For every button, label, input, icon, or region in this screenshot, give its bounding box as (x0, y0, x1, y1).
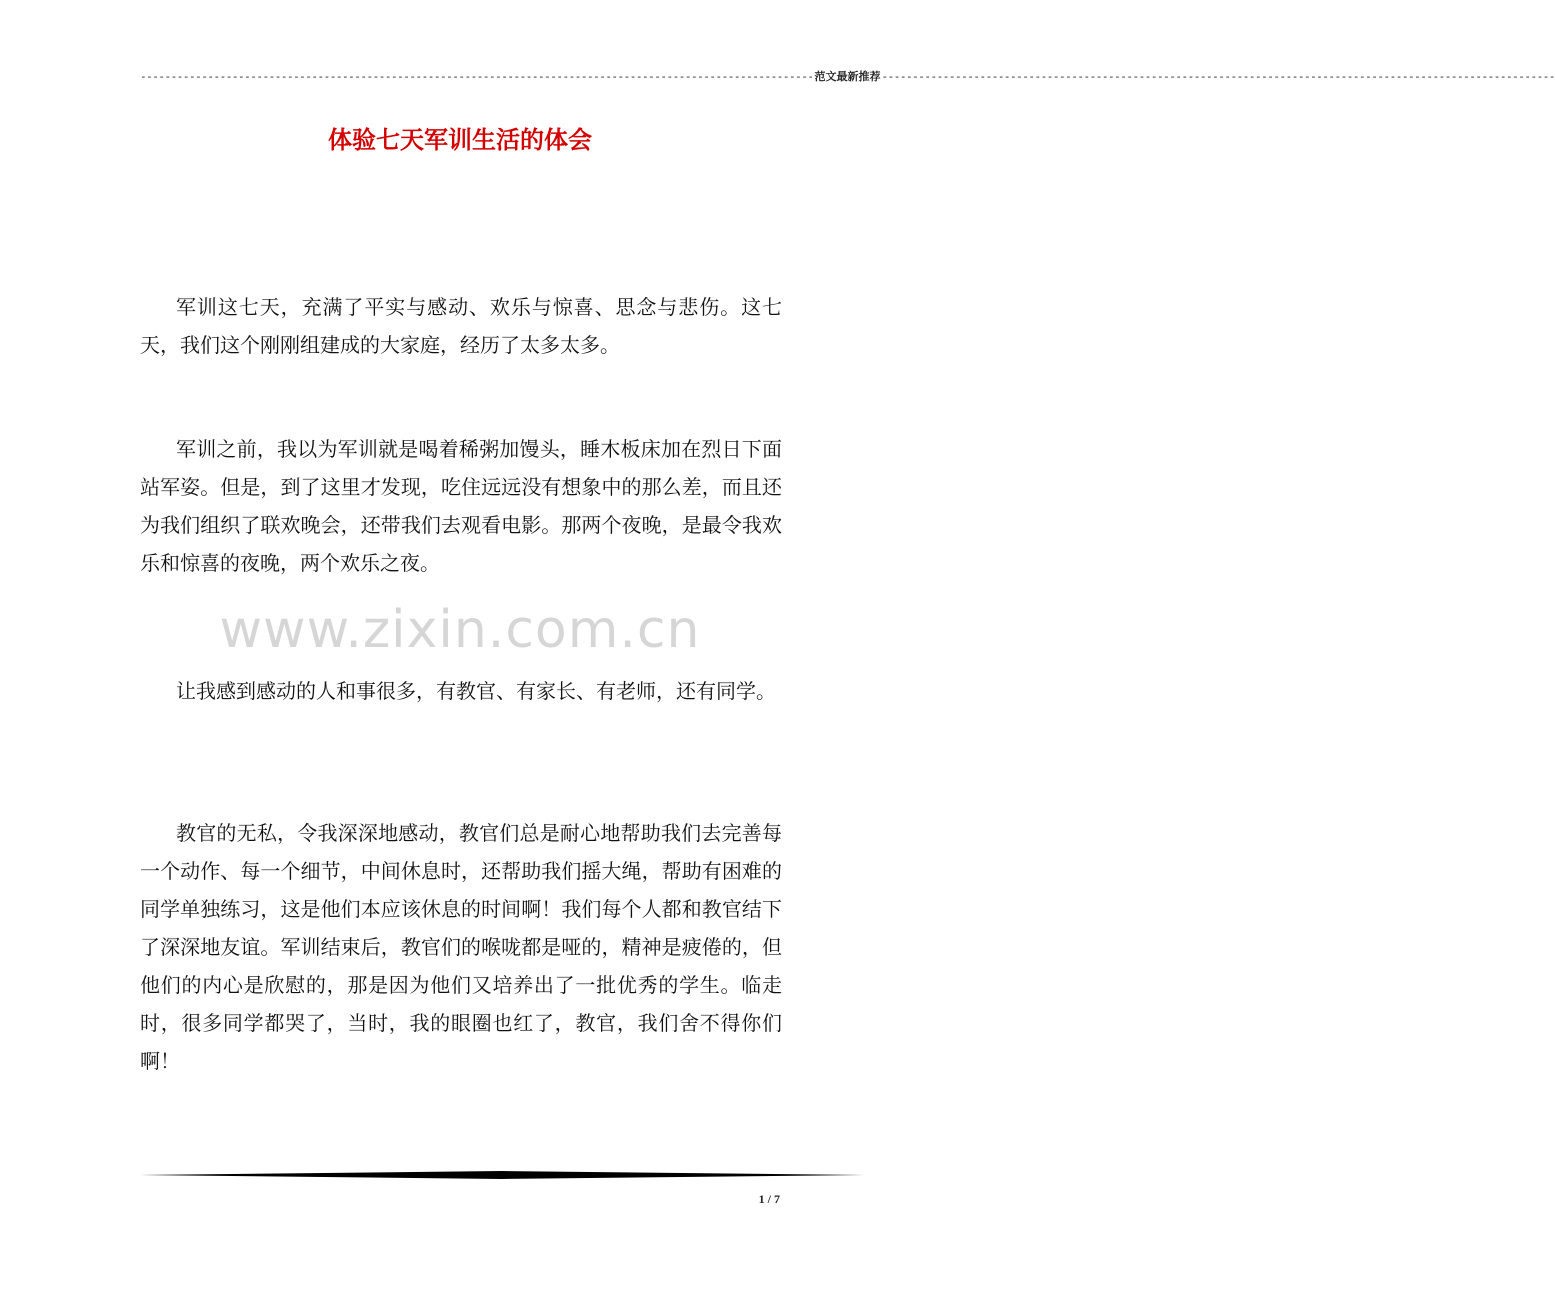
header-dash-left: -------------------------------------------------------------------------------------------------------------- (140, 70, 814, 83)
paragraph-2: 军训之前，我以为军训就是喝着稀粥加馒头，睡木板床加在烈日下面站军姿。但是，到了这里才发现，吃住远远没有想象中的那么差，而且还为我们组织了联欢晚会，还带我们去观看电影。那两个夜晚，是最令我欢乐和惊喜的夜晚，两个欢乐之夜。 (140, 437, 782, 575)
footer-divider (140, 1170, 864, 1180)
header-banner (140, 70, 1555, 84)
header-label: 范文最新推荐 (814, 70, 881, 83)
document-title: 体验七天军训生活的体会 (328, 126, 592, 154)
watermark: www.zixin.com.cn (219, 600, 701, 660)
page-number: 1 / 7 (758, 1192, 780, 1206)
paragraph-1: 军训这七天，充满了平实与感动、欢乐与惊喜、思念与悲伤。这七天，我们这个刚刚组建成的大家庭，经历了太多太多。 (140, 295, 782, 357)
header-dash-right: -------------------------------------------------------------------------------------------------------------- (881, 70, 1555, 83)
footer-divider-shape (140, 1171, 864, 1179)
paragraph-4: 教官的无私，令我深深地感动，教官们总是耐心地帮助我们去完善每一个动作、每一个细节，中间休息时，还帮助我们摇大绳，帮助有困难的同学单独练习，这是他们本应该休息的时间啊！我们每个人都和教官结下了深深地友谊。军训结束后，教官们的喉咙都是哑的，精神是疲倦的，但他们的内心是欣慰的，那是因为他们又培养出了一批优秀的学生。临走时，很多同学都哭了，当时，我的眼圈也红了，教官，我们舍不得你们啊！ (140, 821, 782, 1073)
paragraph-3: 让我感到感动的人和事很多，有教官、有家长、有老师，还有同学。 (176, 679, 776, 703)
